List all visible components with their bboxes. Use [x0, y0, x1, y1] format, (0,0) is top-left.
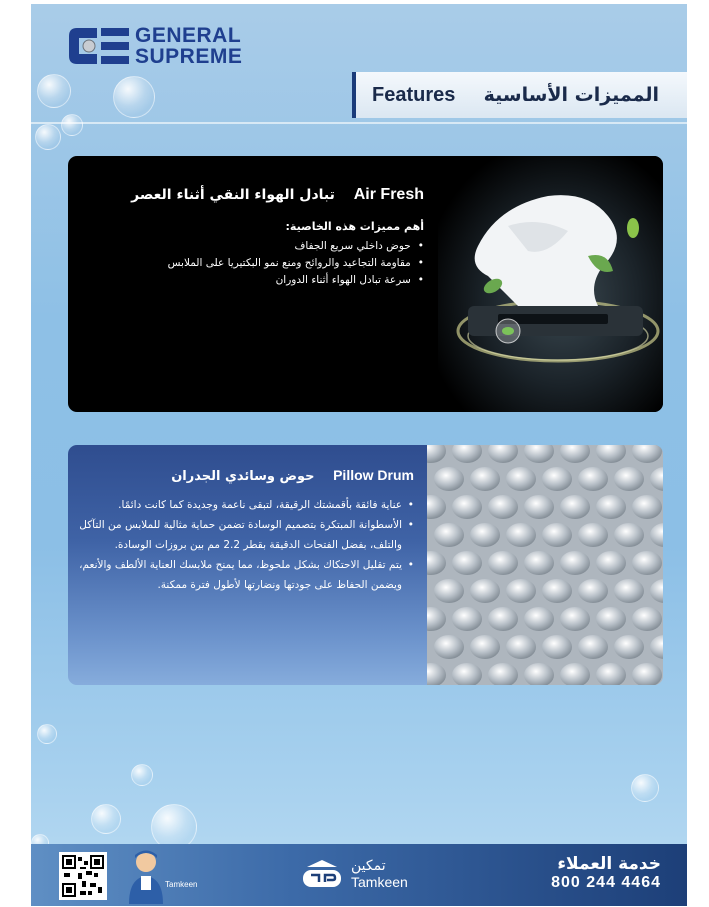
list-item: • حوض داخلي سريع الجفاف: [168, 240, 424, 252]
header-divider: [31, 122, 687, 124]
drum-pillow: [542, 635, 572, 659]
bubble-decoration: [35, 124, 61, 150]
drum-pillow: [470, 579, 500, 603]
drum-pillow: [578, 467, 608, 491]
drum-pillow: [596, 495, 626, 519]
features-title-en: Features: [372, 83, 456, 106]
drum-pillow: [488, 607, 518, 631]
drum-pillow: [578, 523, 608, 547]
list-item: • سرعة تبادل الهواء أثناء الدوران: [168, 274, 424, 286]
air-fresh-subtitle: أهم مميزات هذه الخاصية:: [285, 220, 424, 233]
technician-icon: [121, 846, 171, 904]
air-fresh-title: [131, 186, 424, 204]
drum-pillow: [560, 551, 590, 575]
bubble-decoration: [631, 774, 659, 802]
customer-service-phone[interactable]: 800 244 4464: [551, 874, 661, 891]
bubble-decoration: [91, 804, 121, 834]
drum-pillow: [542, 467, 572, 491]
brand-line-2: SUPREME: [135, 45, 243, 68]
brand-name: [135, 25, 242, 67]
drum-pillow: [434, 635, 464, 659]
drum-pillow: [452, 551, 482, 575]
drum-pillow: [596, 607, 626, 631]
drum-pillow: [524, 607, 554, 631]
list-item: • يتم تقليل الاحتكاك بشكل ملحوظ، مما يمنح ملابسك العناية الألطف والأنعم، ويضمن الحفاظ على جودتها ونضارتها لأطول فترة ممكنة.: [74, 555, 414, 595]
drum-pillow: [614, 523, 644, 547]
brand-line-1: GENERAL: [135, 24, 242, 47]
drum-pillow: [488, 551, 518, 575]
features-title-ar: المميزات الأساسية: [483, 84, 659, 106]
footer-bar: [31, 844, 687, 906]
drum-pillow: [632, 607, 662, 631]
customer-service: [551, 854, 661, 892]
pillow-drum-title: [171, 467, 414, 484]
list-item: • عناية فائقة بأقمشتك الرقيقة، لتبقى ناعمة وجديدة كما كانت دائمًا.: [74, 495, 414, 515]
pillow-drum-card: [68, 445, 663, 685]
list-item: • الأسطوانة المبتكرة بتصميم الوسادة تضمن حماية مثالية للملابس من التآكل والتلف، بفضل الفتحات الدقيقة بقطر 2.2 مم بين بروزات الوسادة.: [74, 515, 414, 555]
drum-pillow: [542, 523, 572, 547]
drum-pillow: [470, 523, 500, 547]
tamkeen-logo: [301, 858, 408, 890]
features-header: [352, 72, 687, 118]
air-fresh-title-en: Air Fresh: [353, 186, 424, 203]
air-fresh-card: [68, 156, 663, 412]
drum-pillow: [578, 635, 608, 659]
drum-pillow: [542, 579, 572, 603]
bubble-decoration: [61, 114, 83, 136]
drum-pillow: [614, 467, 644, 491]
flyer-page: [31, 4, 687, 906]
tamkeen-name-en: Tamkeen: [351, 874, 408, 890]
tamkeen-name-ar: تمكين: [351, 858, 386, 874]
tamkeen-mark-icon: [301, 859, 343, 889]
drum-pillow: [470, 635, 500, 659]
drum-pillow: [506, 635, 536, 659]
bubble-decoration: [37, 724, 57, 744]
pillow-drum-title-ar: حوض وسائدي الجدران: [171, 469, 315, 484]
drum-pillow: [488, 495, 518, 519]
drum-pillow: [632, 551, 662, 575]
pillow-drum-title-en: Pillow Drum: [333, 467, 414, 483]
brand-mark-icon: [67, 24, 131, 68]
drum-pillow: [506, 467, 536, 491]
drum-pillow: [470, 467, 500, 491]
list-item: • مقاومة التجاعيد والروائح ومنع نمو البكتيريا على الملابس: [168, 257, 424, 269]
qr-code[interactable]: [59, 852, 107, 900]
drum-pillow: [560, 495, 590, 519]
air-fresh-image: [438, 156, 663, 412]
tamkeen-small-label: Tamkeen: [165, 880, 198, 889]
air-fresh-title-ar: تبادل الهواء النقي أثناء العصر: [131, 187, 335, 203]
brand-logo: [67, 24, 242, 68]
drum-pillow: [560, 607, 590, 631]
drum-pillow: [632, 495, 662, 519]
drum-pillow: [614, 635, 644, 659]
drum-pillow: [524, 551, 554, 575]
drum-pillow: [452, 607, 482, 631]
drum-pillow: [614, 579, 644, 603]
drum-pillow: [524, 495, 554, 519]
pillow-drum-image: [427, 445, 663, 685]
drum-pillow: [452, 495, 482, 519]
drum-pillow: [434, 523, 464, 547]
drum-pillow: [434, 579, 464, 603]
air-fresh-list: [168, 240, 424, 291]
customer-service-label: خدمة العملاء: [557, 854, 661, 874]
drum-pillow: [506, 523, 536, 547]
drum-pillow: [578, 579, 608, 603]
drum-pillow: [434, 467, 464, 491]
drum-pillow: [596, 551, 626, 575]
pillow-drum-list: [74, 495, 414, 595]
drum-pillow: [506, 579, 536, 603]
bubble-decoration: [131, 764, 153, 786]
bubble-decoration: [113, 76, 155, 118]
bubble-decoration: [37, 74, 71, 108]
